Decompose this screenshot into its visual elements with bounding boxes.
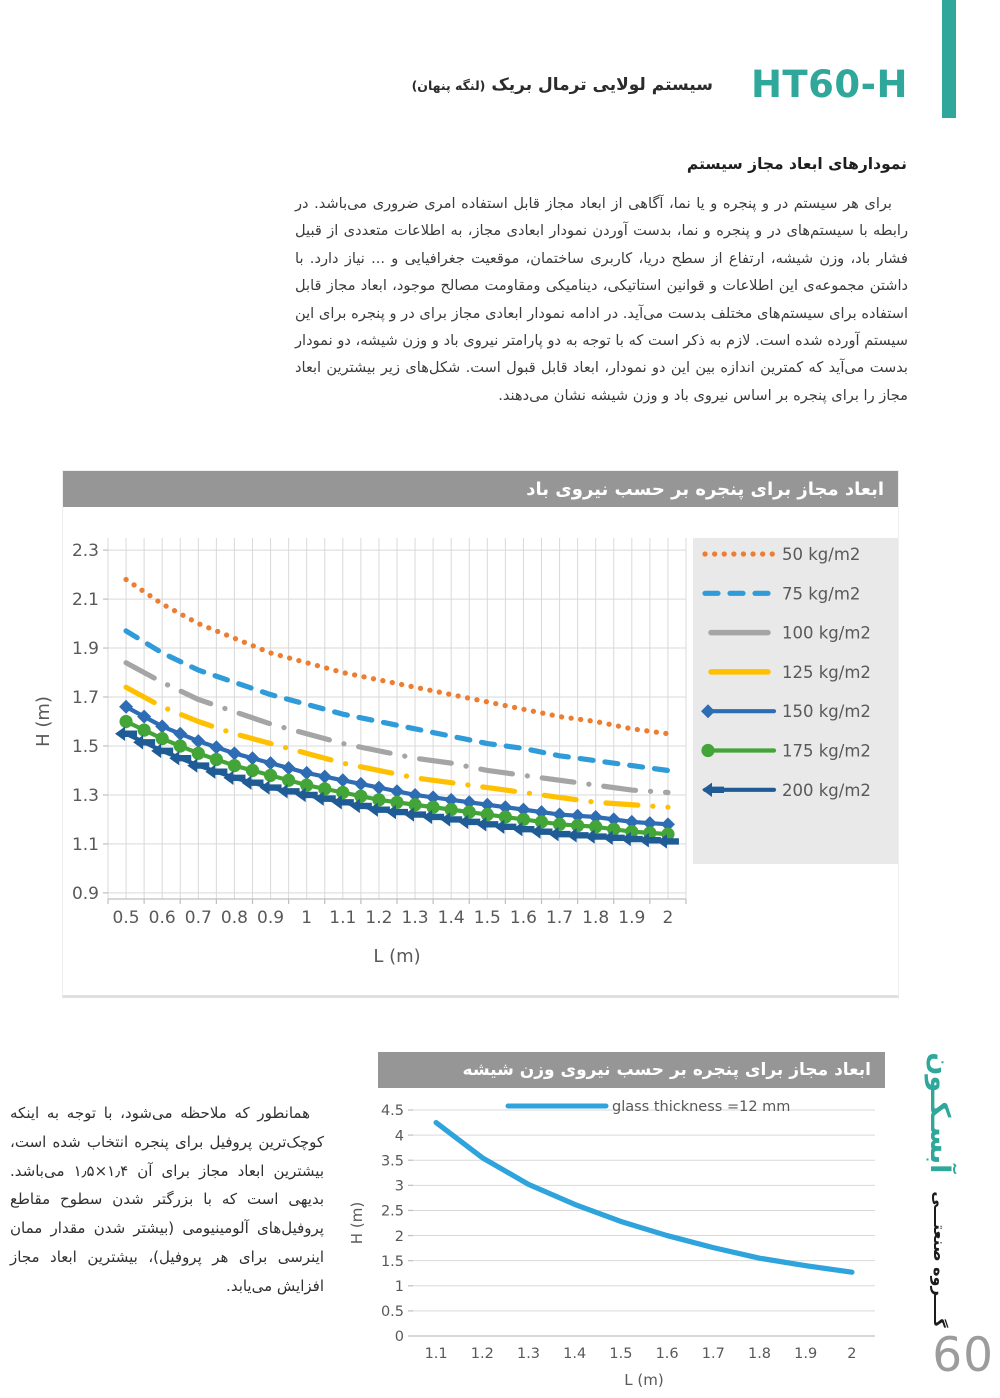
svg-text:1.5: 1.5 (609, 1346, 633, 1362)
svg-text:1.3: 1.3 (401, 908, 429, 928)
svg-text:glass thickness =12 mm: glass thickness =12 mm (612, 1099, 791, 1115)
svg-text:0.9: 0.9 (257, 908, 285, 928)
brand-vertical-text (918, 1052, 962, 1328)
svg-text:1.3: 1.3 (71, 786, 99, 807)
svg-text:1.1: 1.1 (329, 908, 357, 928)
system-title-note: (لنگه پنهان) (411, 77, 486, 93)
system-title-text: سیستم لولایی ترمال بریک (491, 74, 713, 95)
svg-text:1.4: 1.4 (563, 1346, 587, 1362)
svg-text:50 kg/m2: 50 kg/m2 (782, 545, 861, 564)
svg-text:1.7: 1.7 (701, 1346, 725, 1362)
svg-text:H (m): H (m) (33, 696, 54, 747)
svg-text:1.5: 1.5 (71, 737, 99, 758)
svg-text:1.3: 1.3 (516, 1346, 541, 1362)
brand-name: آبسـکـون (924, 1052, 956, 1174)
svg-text:1.1: 1.1 (424, 1346, 448, 1362)
svg-text:0.5: 0.5 (112, 908, 140, 928)
svg-text:0.6: 0.6 (148, 908, 176, 928)
svg-text:0: 0 (394, 1329, 404, 1346)
svg-text:1.5: 1.5 (473, 908, 501, 928)
svg-text:125 kg/m2: 125 kg/m2 (782, 662, 871, 682)
svg-text:1.7: 1.7 (546, 908, 574, 928)
svg-text:0.9: 0.9 (71, 883, 99, 904)
svg-text:75 kg/m2: 75 kg/m2 (782, 584, 861, 604)
svg-text:2.3: 2.3 (71, 541, 99, 562)
svg-text:3.5: 3.5 (380, 1153, 404, 1170)
brand-group-label: گــــروه صنعتـــی (930, 1191, 950, 1328)
svg-text:2.1: 2.1 (71, 590, 99, 611)
svg-text:L (m): L (m) (624, 1371, 664, 1389)
side-note-paragraph: همانطور که ملاحظه می‌شود، با توجه به اینکه کوچک‌ترین پروفیل برای پنجره انتخاب شده است، بیشترین ابعاد مجاز برای آن ۱٫۴×۱٫۵ می‌باشد. بدیهی است که با بزرگتر شدن سطوح مقاطع پروفیل‌های آلومینیومی (بیشتر شدن مقدار ممان اینرسی برای هر پروفیل)، بیشترین ابعاد مجاز افزایش می‌یابد. (10, 1104, 324, 1295)
svg-text:L (m): L (m) (373, 946, 421, 967)
svg-text:2: 2 (394, 1228, 404, 1245)
svg-text:1.1: 1.1 (71, 835, 99, 856)
svg-text:100 kg/m2: 100 kg/m2 (782, 623, 871, 643)
glass-chart-panel (348, 1052, 885, 1398)
svg-text:1: 1 (394, 1278, 404, 1295)
glass-chart-svg (348, 1088, 885, 1398)
wind-chart-title: ابعاد مجاز برای پنجره بر حسب نیروی باد (63, 471, 898, 507)
teal-accent-bar (942, 0, 956, 118)
intro-paragraph: برای هر سیستم در و پنجره و یا نما، آگاهی از ابعاد مجاز قابل استفاده امری ضروری می‌باشد. در رابطه با سیستم‌های در و پنجره و نما، بدست آوردن نمودار ابعادی مجاز، به اطلاعات متعددی از قبیل فشار باد، وزن شیشه، ارتفاع از سطح دریا، کاربری ساختمان، موقعیت جغرافیایی و ... نیاز دارد. با داشتن مجموعه‌ی این اطلاعات و قوانین استاتیکی، دینامیکی ومقاومت مصالح موجود، ابعاد مجاز قابل استفاده برای سیستم‌های مختلف بدست می‌آید. در ادامه نمودار ابعادی مجاز برای در و پنجره برای این سیستم آورده شده است. لازم به ذکر است که با توجه به دو پارامتر نیروی باد و وزن شیشه، دو نمودار بدست می‌آید که کمترین اندازه بین این دو نمودار، ابعاد قابل قبول است. شکل‌های زیر بیشترین ابعاد مجاز را برای پنجره بر اساس نیروی باد و وزن شیشه نشان می‌دهند. (295, 195, 908, 404)
svg-text:2.5: 2.5 (380, 1203, 404, 1220)
page-header (411, 63, 908, 106)
svg-text:1.7: 1.7 (71, 688, 99, 709)
svg-text:0.5: 0.5 (380, 1304, 404, 1321)
svg-text:150 kg/m2: 150 kg/m2 (782, 702, 871, 722)
svg-text:0.8: 0.8 (220, 908, 248, 928)
svg-text:1.5: 1.5 (380, 1253, 404, 1270)
svg-text:2: 2 (662, 908, 674, 928)
svg-text:1.4: 1.4 (437, 908, 465, 928)
model-code: HT60-H (750, 63, 908, 106)
svg-text:1.6: 1.6 (655, 1346, 679, 1362)
svg-text:1.8: 1.8 (747, 1346, 772, 1362)
page-number: 60 (932, 1328, 994, 1383)
system-title (412, 75, 713, 95)
wind-chart-panel (33, 470, 899, 998)
glass-chart-title: ابعاد مجاز برای پنجره بر حسب نیروی وزن شیشه (378, 1052, 885, 1088)
svg-text:1.8: 1.8 (582, 908, 610, 928)
svg-text:4: 4 (394, 1128, 404, 1145)
svg-text:1.2: 1.2 (470, 1346, 494, 1362)
svg-text:3: 3 (394, 1178, 404, 1195)
svg-text:0.7: 0.7 (184, 908, 212, 928)
svg-text:2: 2 (847, 1346, 857, 1362)
svg-text:1.9: 1.9 (618, 908, 646, 928)
svg-text:1.2: 1.2 (365, 908, 393, 928)
wind-chart-svg (33, 507, 898, 995)
svg-text:1.9: 1.9 (71, 639, 99, 660)
section-heading: نمودارهای ابعاد مجاز سیستم (686, 155, 907, 173)
svg-text:175 kg/m2: 175 kg/m2 (782, 741, 871, 761)
svg-text:1: 1 (301, 908, 313, 928)
svg-text:4.5: 4.5 (380, 1103, 404, 1120)
svg-text:1.9: 1.9 (794, 1346, 818, 1362)
svg-text:200 kg/m2: 200 kg/m2 (782, 780, 871, 800)
svg-text:1.6: 1.6 (509, 908, 537, 928)
svg-text:H (m): H (m) (348, 1201, 366, 1245)
